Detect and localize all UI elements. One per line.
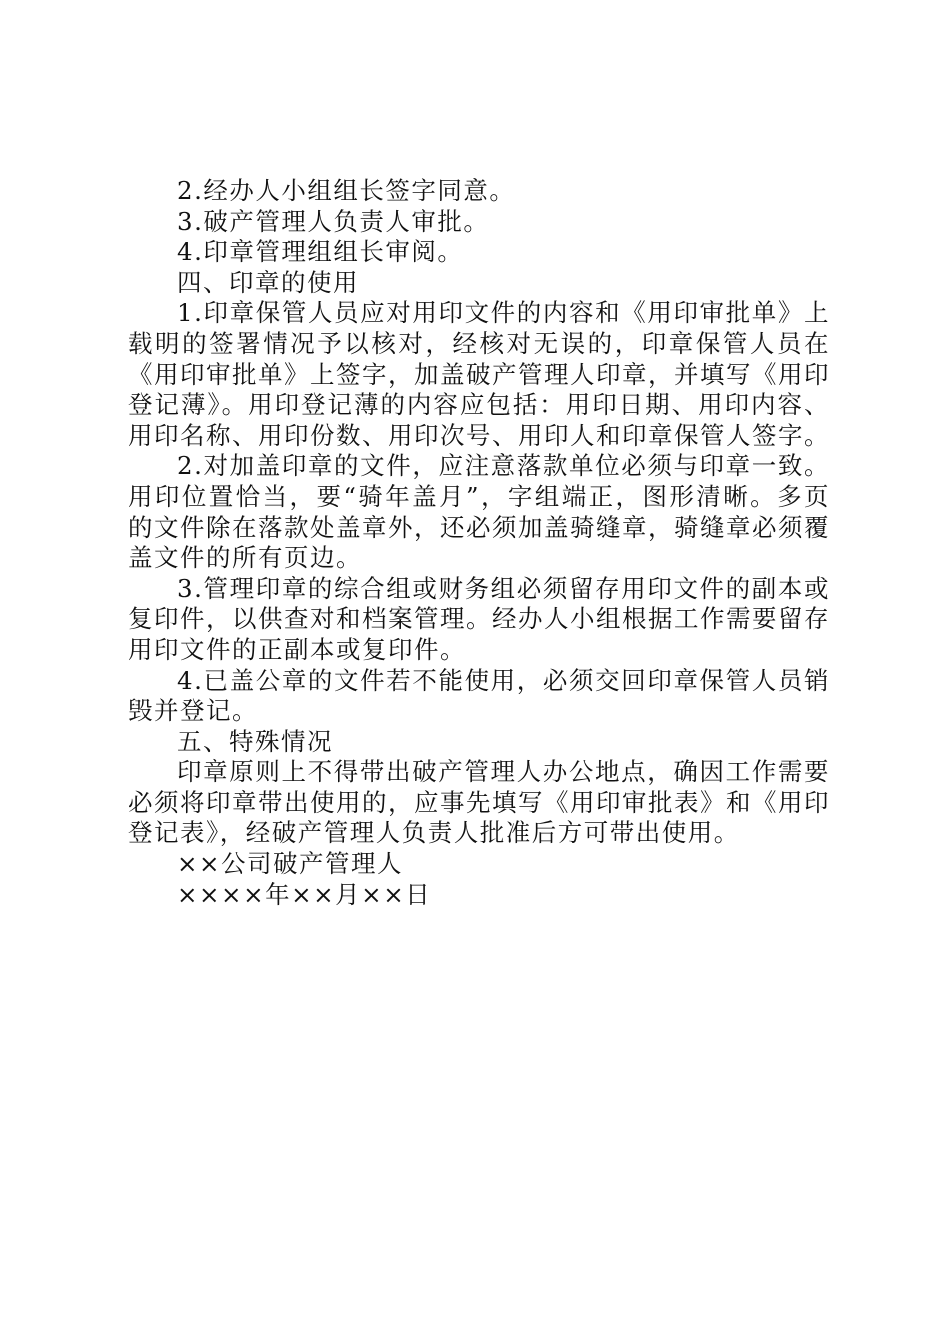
usage-paragraph-2: 2.对加盖印章的文件，应注意落款单位必须与印章一致。用印位置恰当，要“骑年盖月”，字组端正，图形清晰。多页的文件除在落款处盖章外，还必须加盖骑缝章，骑缝章必须覆盖文件的所有页边。 bbox=[128, 451, 830, 573]
signature-organization: ××公司破产管理人 bbox=[177, 849, 404, 879]
usage-paragraph-1: 1.印章保管人员应对用印文件的内容和《用印审批单》上载明的签署情况予以核对，经核对无误的，印章保管人员在《用印审批单》上签字，加盖破产管理人印章，并填写《用印登记薄》。用印登记薄的内容应包括：用印日期、用印内容、用印名称、用印份数、用印次号、用印人和印章保管人签字。 bbox=[128, 298, 830, 450]
special-cases-paragraph: 印章原则上不得带出破产管理人办公地点，确因工作需要必须将印章带出使用的，应事先填写《用印审批表》和《用印登记表》，经破产管理人负责人批准后方可带出使用。 bbox=[128, 757, 830, 848]
usage-paragraph-3: 3.管理印章的综合组或财务组必须留存用印文件的副本或复印件，以供查对和档案管理。经办人小组根据工作需要留存用印文件的正副本或复印件。 bbox=[128, 573, 830, 664]
usage-paragraph-4: 4.已盖公章的文件若不能使用，必须交回印章保管人员销毁并登记。 bbox=[128, 665, 830, 726]
step-4-paragraph: 4.印章管理组组长审阅。 bbox=[177, 237, 464, 267]
section-heading-special-cases: 五、特殊情况 bbox=[177, 726, 333, 756]
step-3-paragraph: 3.破产管理人负责人审批。 bbox=[177, 206, 490, 236]
step-2-paragraph: 2.经办人小组组长签字同意。 bbox=[177, 176, 516, 205]
document-body bbox=[128, 176, 830, 910]
section-heading-seal-usage: 四、印章的使用 bbox=[177, 267, 359, 297]
signature-date: ××××年××月××日 bbox=[177, 879, 432, 909]
